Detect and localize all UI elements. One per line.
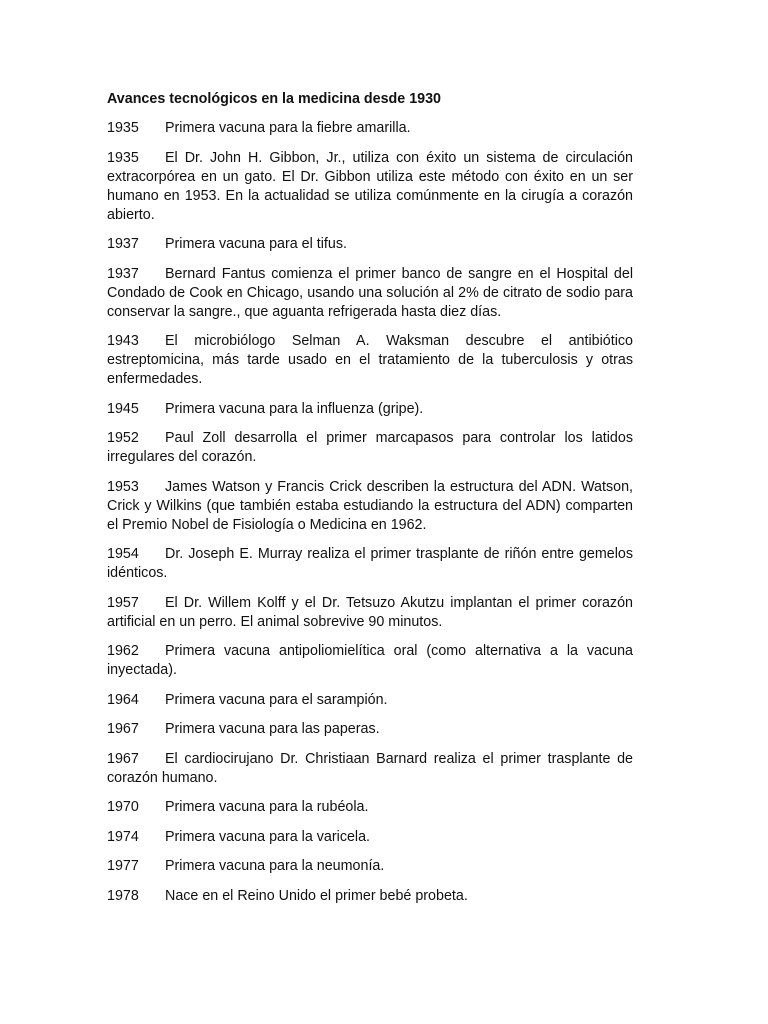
- entry-year: 1937: [107, 265, 139, 282]
- entry-text: Primera vacuna para la fiebre amarilla.: [165, 120, 411, 136]
- entry-year: 1937: [107, 236, 139, 252]
- entry-year: 1952: [107, 430, 139, 446]
- entry-text: Primera vacuna para la neumonía.: [165, 858, 385, 874]
- entry-year: 1967: [107, 721, 139, 737]
- entry-year: 1964: [107, 691, 139, 708]
- entry-text: James Watson y Francis Crick describen la estructura del ADN. Watson, Crick y Wilkins (que también estaba estudiando la estructura del ADN) comparten el Premio Nobel de Fisiología o Medicina en 1962.: [107, 478, 633, 533]
- entry-text: Primera vacuna para el sarampión.: [165, 691, 388, 708]
- entry-text: Primera vacuna para la varicela.: [165, 828, 371, 845]
- timeline-entry: [107, 828, 633, 847]
- entry-text: Dr. Joseph E. Murray realiza el primer trasplante de riñón entre gemelos idénticos.: [107, 546, 633, 581]
- timeline-entry: [107, 235, 633, 254]
- timeline-list: [107, 119, 633, 906]
- entry-text: Primera vacuna para las paperas.: [165, 721, 380, 737]
- entry-text: El microbiólogo Selman A. Waksman descubre el antibiótico estreptomicina, más tarde usado en el tratamiento de la tuberculosis y otras enfermedades.: [107, 333, 633, 387]
- entry-text: El Dr. John H. Gibbon, Jr., utiliza con éxito un sistema de circulación extracorpórea en un gato. El Dr. Gibbon utiliza este método con éxito en un ser humano en 1953. En la actualidad se utiliza comúnmente en la cirugía a corazón abierto.: [107, 149, 633, 223]
- entry-year: 1962: [107, 643, 139, 659]
- entry-year: 1935: [107, 120, 139, 136]
- timeline-entry: [107, 400, 633, 419]
- timeline-entry: [107, 265, 633, 322]
- entry-text: Primera vacuna para la influenza (gripe).: [165, 400, 424, 417]
- timeline-entry: [107, 720, 633, 739]
- timeline-entry: [107, 887, 633, 906]
- entry-text: Paul Zoll desarrolla el primer marcapasos para controlar los latidos irregulares del corazón.: [107, 430, 633, 465]
- timeline-entry: [107, 642, 633, 680]
- timeline-entry: [107, 594, 633, 632]
- timeline-entry: [107, 750, 633, 788]
- timeline-entry: [107, 332, 633, 389]
- timeline-entry: [107, 691, 633, 710]
- entry-year: 1957: [107, 594, 139, 611]
- entry-text: Primera vacuna para el tifus.: [165, 236, 347, 252]
- entry-text: Nace en el Reino Unido el primer bebé probeta.: [165, 887, 468, 904]
- entry-year: 1945: [107, 400, 139, 417]
- entry-text: Bernard Fantus comienza el primer banco de sangre en el Hospital del Condado de Cook en Chicago, usando una solución al 2% de citrato de sodio para conservar la sangre., que aguanta refrigerada hasta diez días.: [107, 265, 633, 320]
- entry-year: 1954: [107, 546, 139, 562]
- entry-text: Primera vacuna antipoliomielítica oral (como alternativa a la vacuna inyectada).: [107, 643, 633, 678]
- entry-text: Primera vacuna para la rubéola.: [165, 799, 369, 815]
- entry-year: 1970: [107, 799, 139, 815]
- entry-year: 1974: [107, 828, 139, 845]
- entry-year: 1953: [107, 478, 139, 495]
- entry-year: 1943: [107, 333, 139, 349]
- entry-text: El cardiocirujano Dr. Christiaan Barnard realiza el primer trasplante de corazón humano.: [107, 750, 633, 786]
- timeline-entry: [107, 149, 633, 225]
- document-title: Avances tecnológicos en la medicina desde 1930: [107, 91, 442, 107]
- entry-year: 1967: [107, 750, 139, 767]
- timeline-entry: [107, 545, 633, 583]
- timeline-entry: [107, 119, 633, 138]
- timeline-entry: [107, 478, 633, 535]
- entry-year: 1935: [107, 149, 139, 166]
- document-page: [107, 90, 633, 916]
- timeline-entry: [107, 798, 633, 817]
- entry-year: 1978: [107, 887, 139, 904]
- timeline-entry: [107, 429, 633, 467]
- timeline-entry: [107, 857, 633, 876]
- entry-text: El Dr. Willem Kolff y el Dr. Tetsuzo Akutzu implantan el primer corazón artificial en un perro. El animal sobrevive 90 minutos.: [107, 594, 633, 630]
- entry-year: 1977: [107, 858, 139, 874]
